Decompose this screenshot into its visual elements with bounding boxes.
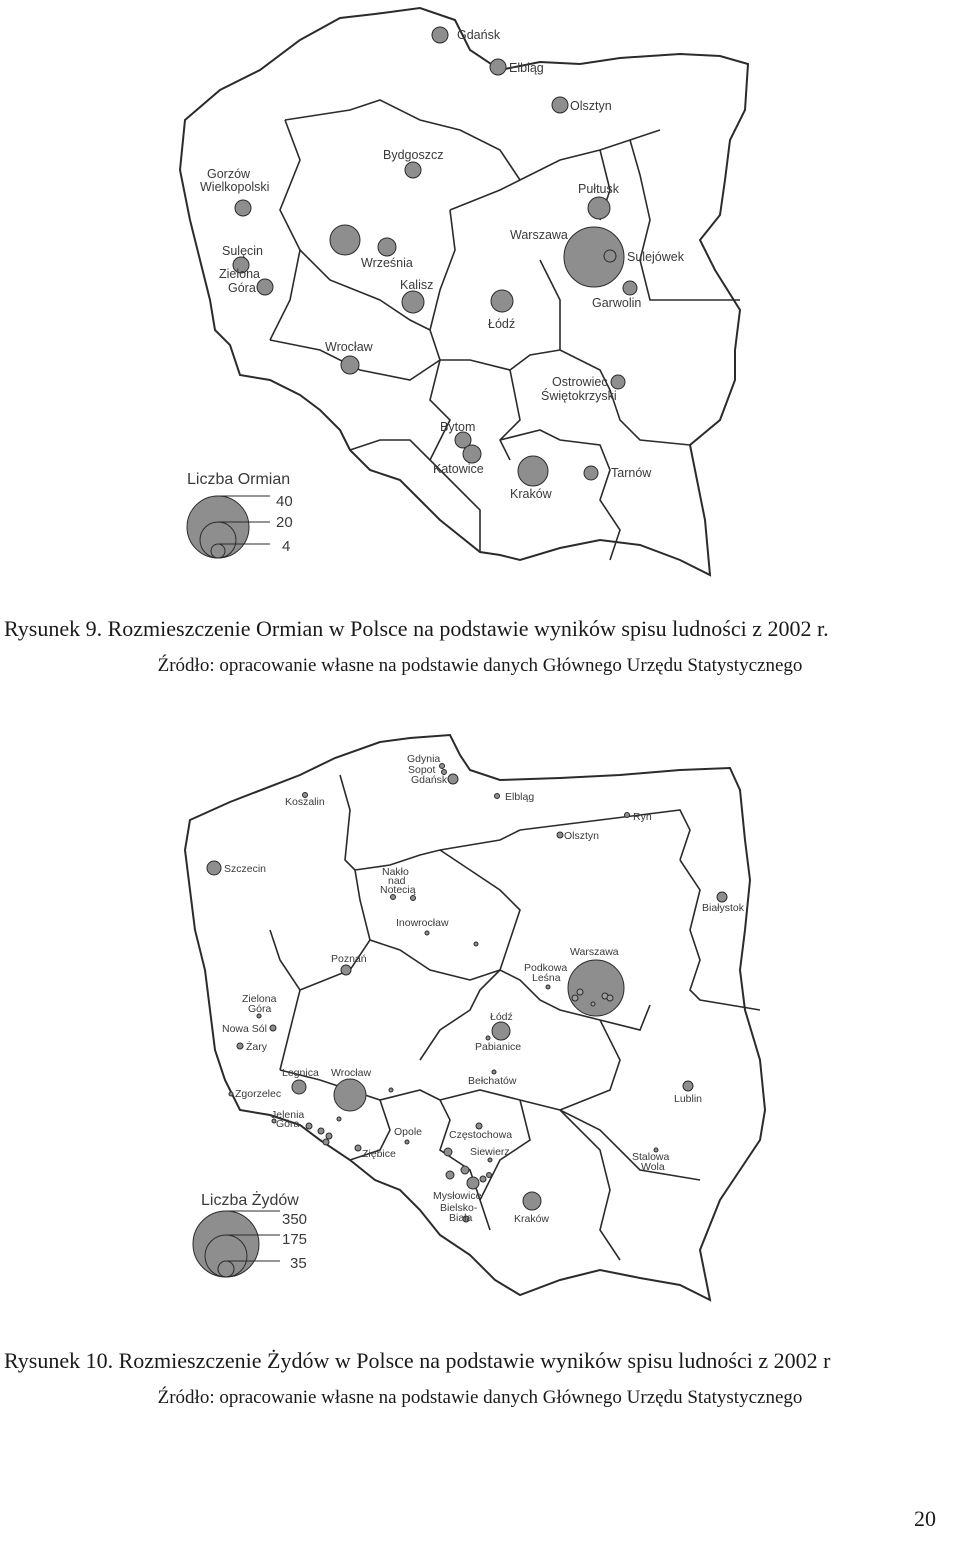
city-label: Bielsko- [440, 1202, 478, 1214]
city-label: Zielona [219, 267, 260, 281]
city-symbol-legnica [292, 1080, 306, 1094]
city-label: Bełchatów [468, 1075, 517, 1087]
legend-value: 350 [282, 1211, 308, 1228]
city-label: Wola [641, 1161, 665, 1173]
city-label: Warszawa [510, 228, 568, 242]
city-label: Olsztyn [570, 99, 612, 113]
poland-outline [185, 735, 765, 1300]
city-label: Katowice [433, 462, 484, 476]
city-label: Pułtusk [578, 182, 619, 196]
city-symbol-kalisz-2 [402, 291, 424, 313]
city-label: Podkowa [524, 962, 568, 974]
city-symbol-upper-silesia-5 [480, 1176, 486, 1182]
city-label: Nakło [382, 866, 409, 878]
city-symbol-bialystok [717, 892, 727, 902]
city-symbol-lodz [492, 1022, 510, 1040]
city-symbol-warszawa-sub [607, 995, 613, 1001]
city-label: Gdynia [407, 753, 441, 765]
city-label: Tarnów [611, 466, 652, 480]
figure-9-caption: Rysunek 9. Rozmieszczenie Ormian w Polsce na podstawie wyników spisu ludności z 2002 r. [4, 616, 829, 641]
city-label: Ostrowiec [552, 375, 608, 389]
city-symbol-ziebice [355, 1145, 361, 1151]
city-label: Olsztyn [564, 830, 600, 842]
legend-value: 4 [282, 538, 291, 555]
jewish-legend [193, 1190, 307, 1277]
city-label: Elbląg [509, 61, 544, 75]
city-symbol-lublin [683, 1081, 693, 1091]
city-label: Biała [449, 1212, 473, 1224]
city-label: Stalowa [632, 1151, 670, 1163]
city-label: Gorzów [207, 167, 251, 181]
city-label: Zielona [242, 993, 277, 1005]
city-symbol-wrzesnia [330, 225, 360, 255]
city-label: Kraków [514, 1213, 550, 1225]
city-symbol-sulejowek [604, 250, 616, 262]
city-symbol-naklo-2 [411, 896, 416, 901]
city-symbol-katowice [463, 445, 481, 463]
city-label: Notecią [380, 884, 416, 896]
city-symbol-podkowa-lesna [546, 985, 550, 989]
legend-title: Liczba Żydów [201, 1192, 299, 1209]
city-symbol-wroclaw [341, 356, 359, 374]
armenian-legend [187, 471, 293, 558]
jews-map [0, 730, 960, 1320]
city-label: Świętokrzyski [541, 389, 617, 403]
city-symbol-elblag [495, 794, 500, 799]
legend-value: 35 [290, 1255, 307, 1272]
city-symbol-upper-silesia-2 [461, 1166, 469, 1174]
legend-value: 20 [276, 514, 293, 531]
legend-value: 40 [276, 493, 293, 510]
city-symbol-silesia-3 [326, 1133, 332, 1139]
city-symbol-gdansk [432, 27, 448, 43]
city-symbol-unnamed [474, 942, 478, 946]
city-label: Białystok [702, 902, 745, 914]
city-label: Kraków [510, 487, 552, 501]
city-symbol-warszawa-sub [591, 1002, 595, 1006]
city-label: Sopot [408, 764, 436, 776]
city-symbol-pultusk [588, 197, 610, 219]
city-label: Garwolin [592, 296, 642, 310]
city-symbol-silesia-5 [337, 1117, 341, 1121]
city-label: Gdańsk [457, 28, 501, 42]
city-label: Opole [394, 1126, 423, 1138]
legend-title: Liczba Ormian [187, 471, 291, 488]
city-symbol-tarnow [584, 466, 598, 480]
city-symbol-warszawa [568, 960, 624, 1016]
city-symbol-ostrowiec [611, 375, 625, 389]
city-symbol-elblag [490, 59, 506, 75]
city-label: Nowa Sól [222, 1023, 267, 1035]
city-label: Łódź [488, 317, 516, 331]
city-symbol-silesia-2 [318, 1128, 324, 1134]
city-symbol-silesia-1 [306, 1123, 312, 1129]
city-symbol-ryn [625, 813, 630, 818]
armenians-map [0, 0, 960, 590]
city-symbol-unnamed-2 [389, 1088, 393, 1092]
city-symbol-bydgoszcz [405, 162, 421, 178]
city-symbol-belchatow [492, 1070, 496, 1074]
city-label: Siewierz [470, 1146, 510, 1158]
city-label: Lublin [674, 1093, 703, 1105]
city-label: Koszalin [285, 796, 325, 808]
city-label: Sulęcin [222, 244, 263, 258]
city-symbol-gorzow [235, 200, 251, 216]
city-symbol-zielona-gora [257, 279, 273, 295]
city-label: Jelenia [271, 1109, 305, 1121]
figure-9-source: Źródło: opracowanie własne na podstawie danych Głównego Urzędu Statystycznego [157, 655, 803, 676]
armenian-city-symbols [233, 27, 637, 486]
city-symbol-poznan [341, 965, 351, 975]
city-label: Poznań [331, 953, 367, 965]
legend-circle-large [187, 496, 249, 558]
city-symbol-garwolin [623, 281, 637, 295]
city-label: Sulejówek [627, 250, 684, 264]
city-symbol-wroclaw [334, 1079, 366, 1111]
city-label: Mysłowice [433, 1190, 482, 1202]
city-label: Góra [228, 281, 256, 295]
region-borders [270, 775, 760, 1260]
city-label: Szczecin [224, 863, 267, 875]
city-symbol-krakow [523, 1192, 541, 1210]
city-symbol-siewierz [488, 1158, 492, 1162]
city-symbol-silesia-4 [323, 1139, 329, 1145]
city-label: Żary [246, 1041, 267, 1053]
city-symbol-warszawa-sub [577, 989, 583, 995]
city-label: Bydgoszcz [383, 148, 444, 162]
legend-circle-large [193, 1211, 259, 1277]
page-number: 20 [914, 1506, 936, 1531]
city-symbol-kalisz [378, 238, 396, 256]
city-label: Ryn [633, 811, 652, 823]
city-label: Września [361, 256, 413, 270]
city-label: Góra [276, 1118, 300, 1130]
city-label: Leśna [532, 972, 561, 984]
city-symbol-szczecin [207, 861, 221, 875]
city-symbol-krakow [518, 456, 548, 486]
city-symbol-upper-silesia-3 [446, 1171, 454, 1179]
figure-10-caption: Rysunek 10. Rozmieszczenie Żydów w Polsce na podstawie wyników spisu ludności z 2002 r [4, 1348, 831, 1373]
city-symbol-opole [405, 1140, 409, 1144]
city-symbol-gdansk [448, 774, 458, 784]
city-label: Zgorzelec [235, 1088, 282, 1100]
city-label: Warszawa [570, 946, 619, 958]
city-label: Pabianice [475, 1041, 522, 1053]
city-label: Inowrocław [396, 917, 449, 929]
city-label: nad [388, 875, 406, 887]
city-symbol-lodz [491, 290, 513, 312]
city-label: Legnica [282, 1067, 319, 1079]
city-symbol-warszawa-sub [572, 995, 578, 1001]
city-symbol-pabianice [486, 1036, 490, 1040]
city-symbol-olsztyn [557, 832, 563, 838]
city-symbol-upper-silesia-1 [444, 1148, 452, 1156]
city-label: Bytom [440, 420, 476, 434]
city-symbol-zgorzelec [229, 1092, 233, 1096]
city-symbol-zary [237, 1043, 243, 1049]
city-label: Wielkopolski [200, 180, 270, 194]
city-symbol-olsztyn [552, 97, 568, 113]
city-label: Elbląg [505, 791, 535, 803]
figure-10-source: Źródło: opracowanie własne na podstawie danych Głównego Urzędu Statystycznego [157, 1387, 803, 1408]
city-symbol-upper-silesia-6 [487, 1173, 492, 1178]
city-label: Wrocław [331, 1067, 372, 1079]
city-label: Częstochowa [449, 1129, 513, 1141]
city-label: Wrocław [325, 340, 373, 354]
city-symbol-upper-silesia-4 [467, 1177, 479, 1189]
city-label: Kalisz [400, 278, 434, 292]
city-symbol-inowroclaw [425, 931, 429, 935]
city-label: Łódź [490, 1011, 513, 1023]
city-symbol-nowa-sol [270, 1025, 276, 1031]
legend-value: 175 [282, 1231, 308, 1248]
city-label: Góra [248, 1003, 272, 1015]
city-label: Ziębice [362, 1148, 396, 1160]
city-label: Gdańsk [411, 774, 448, 786]
